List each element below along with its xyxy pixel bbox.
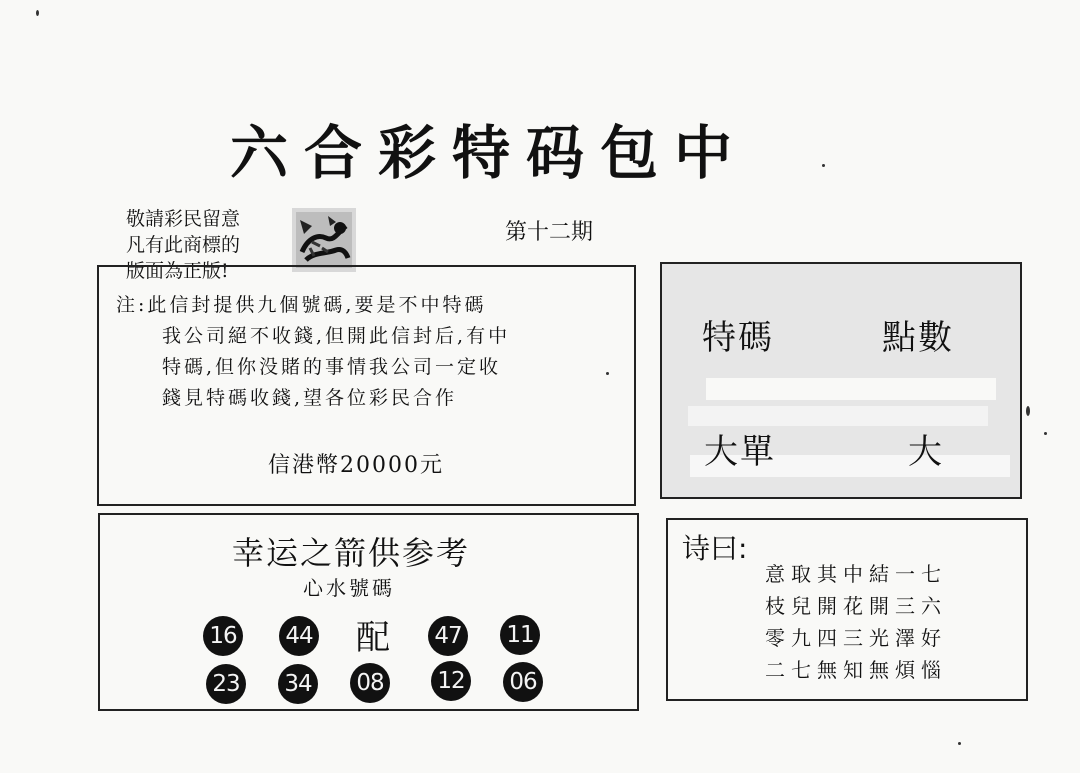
poem-title: 诗曰:	[682, 532, 748, 565]
scan-speck	[958, 742, 961, 745]
price-text: 信港幣20000元	[268, 453, 444, 478]
poem-lines	[765, 558, 947, 686]
special-number-label: 特碼	[702, 318, 774, 358]
poem-line: 意取其中結一七	[765, 562, 947, 586]
poem-line: 二七無知無煩惱	[765, 658, 947, 682]
note-line: 錢見特碼收錢,望各位彩民合作	[162, 387, 458, 409]
trademark-notice-line: 版面為正版!	[126, 260, 229, 282]
number-ball: 11	[500, 615, 540, 655]
trademark-notice-line: 凡有此商標的	[126, 234, 241, 256]
page-title: 六合彩特码包中	[230, 119, 749, 187]
points-label: 點數	[882, 318, 954, 358]
scan-speck	[822, 164, 825, 167]
poem-line: 枝兒開花開三六	[765, 594, 947, 618]
note-line: 特碼,但你没賭的事情我公司一定收	[162, 356, 502, 378]
erased-band	[688, 406, 988, 426]
note-line: 我公司絕不收錢,但開此信封后,有中	[162, 325, 511, 347]
number-ball: 44	[279, 616, 319, 656]
number-ball: 16	[203, 616, 243, 656]
lucky-numbers-subtitle: 心水號碼	[303, 576, 395, 600]
scan-speck	[36, 10, 39, 16]
number-ball: 12	[431, 661, 471, 701]
number-ball: 34	[278, 664, 318, 704]
poem-line: 零九四三光澤好	[765, 626, 947, 650]
number-ball: 47	[428, 616, 468, 656]
lucky-arrow-title: 幸运之箭供参考	[232, 534, 471, 572]
trademark-notice-line: 敬請彩民留意	[126, 208, 241, 230]
number-ball: 23	[206, 664, 246, 704]
number-ball: 08	[350, 663, 390, 703]
scan-speck	[1026, 406, 1030, 416]
note-line: 注:此信封提供九個號碼,要是不中特碼	[116, 294, 487, 316]
match-label: 配	[356, 618, 390, 658]
dragon-logo-icon	[292, 208, 356, 272]
erased-band	[706, 378, 996, 400]
scan-speck	[606, 372, 609, 375]
scan-speck	[1044, 432, 1047, 435]
big-single-value: 大單	[704, 432, 776, 472]
note-text	[116, 290, 621, 414]
issue-label: 第十二期	[505, 220, 594, 245]
big-value: 大	[908, 432, 944, 472]
number-ball: 06	[503, 662, 543, 702]
